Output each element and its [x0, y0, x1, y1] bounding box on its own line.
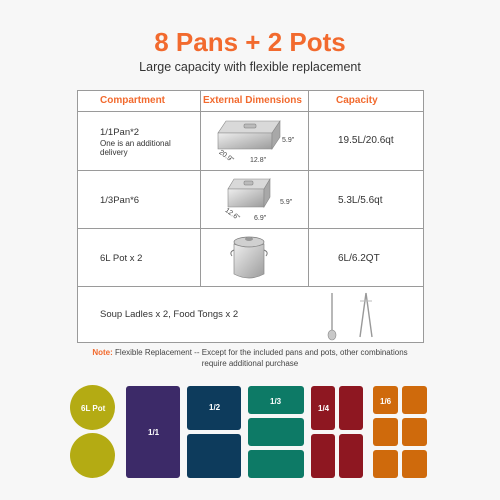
- pot-circle: [70, 433, 115, 478]
- row1-compartment: 1/1Pan*2: [100, 127, 140, 138]
- row1-width: 12.8": [250, 157, 267, 164]
- sixth-pan-tile: [373, 418, 398, 446]
- sixth-pan-tile: [402, 386, 427, 414]
- sixth-pan-label: 1/6: [380, 397, 392, 406]
- row2-compartment: 1/3Pan*6: [100, 195, 140, 206]
- third-pan-label: 1/3: [270, 397, 282, 406]
- third-pan-tile: [248, 450, 304, 478]
- table-divider: [78, 228, 423, 229]
- table-divider: [200, 91, 201, 286]
- row2-capacity: 5.3L/5.6qt: [338, 195, 383, 206]
- quarter-pan-label: 1/4: [318, 404, 330, 413]
- table-divider: [78, 286, 423, 287]
- header-capacity: Capacity: [336, 95, 378, 106]
- ladle-tongs-image: [316, 291, 386, 343]
- header-compartment: Compartment: [100, 95, 166, 106]
- third-pan-tile: [248, 418, 304, 446]
- note: [0, 347, 500, 369]
- full-pan-label: 1/1: [148, 428, 160, 437]
- page-title: 8 Pans + 2 Pots: [154, 27, 346, 57]
- half-pan-label: 1/2: [209, 403, 221, 412]
- page-subtitle: Large capacity with flexible replacement: [139, 60, 361, 74]
- row3-capacity: 6L/6.2QT: [338, 253, 380, 264]
- pot-image: [226, 232, 272, 284]
- sixth-pan-tile: [373, 450, 398, 478]
- quarter-pan-tile: [339, 434, 363, 478]
- row1-compartment-note: One is an additional delivery: [100, 139, 171, 157]
- spec-table: [77, 90, 424, 343]
- row2-height: 5.9": [280, 199, 293, 206]
- row2-width: 6.9": [254, 215, 267, 222]
- table-divider: [78, 170, 423, 171]
- quarter-pan-tile: [339, 386, 363, 430]
- half-pan-tile: [187, 434, 241, 478]
- row1-length: 20.9": [217, 149, 235, 164]
- note-label: Note:: [92, 348, 113, 357]
- note-text: Flexible Replacement -- Except for the included pans and pots, other combinations require additional purchase: [115, 348, 408, 368]
- row1-height: 5.9": [282, 137, 295, 144]
- row2-length: 12.6": [223, 207, 241, 222]
- sixth-pan-tile: [402, 418, 427, 446]
- table-divider: [308, 91, 309, 286]
- header-dimensions: External Dimensions: [203, 95, 302, 106]
- row1-capacity: 19.5L/20.6qt: [338, 135, 394, 146]
- accessories-text: Soup Ladles x 2, Food Tongs x 2: [100, 309, 239, 320]
- pot-label: 6L Pot: [81, 404, 106, 413]
- table-divider: [78, 111, 423, 112]
- quarter-pan-tile: [311, 434, 335, 478]
- sixth-pan-tile: [402, 450, 427, 478]
- row3-compartment: 6L Pot x 2: [100, 253, 143, 264]
